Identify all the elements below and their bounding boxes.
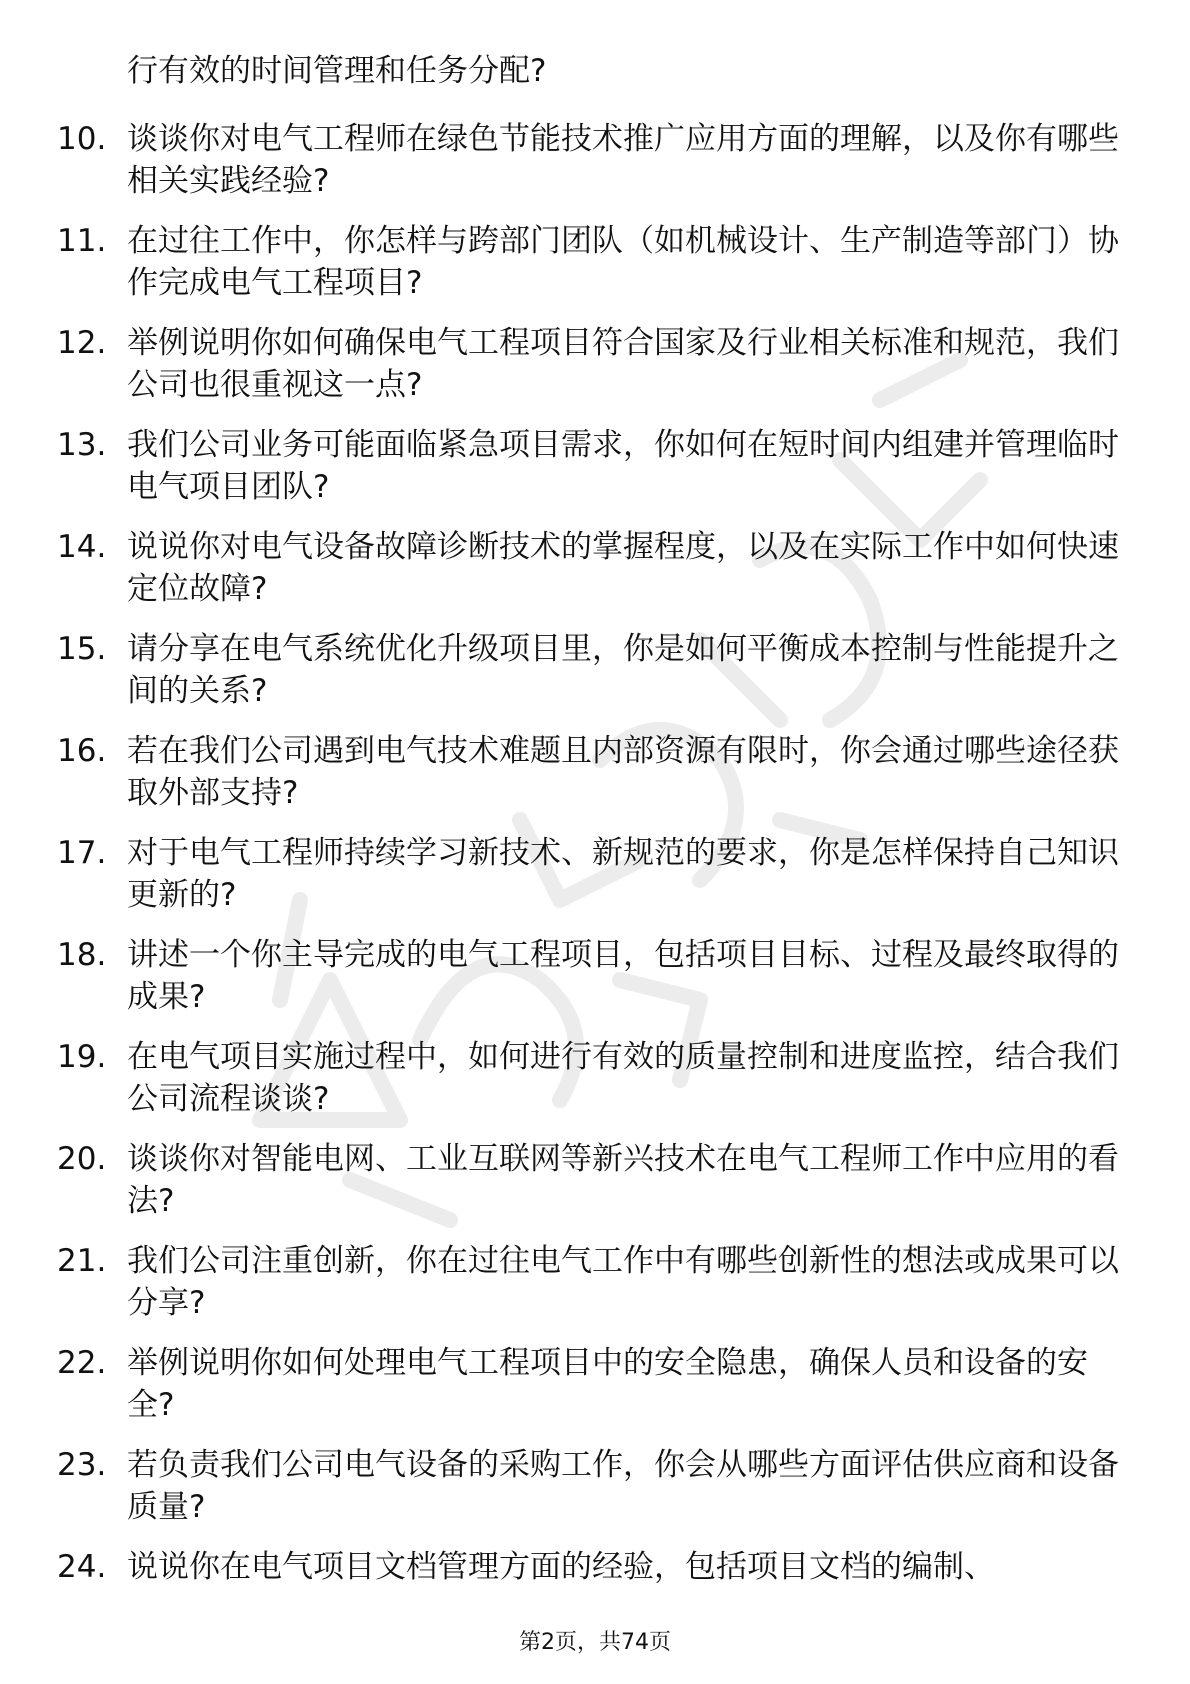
question-number: 10.	[57, 121, 107, 157]
question-item	[0, 1342, 1190, 1444]
question-item	[0, 322, 1190, 424]
question-text: 我们公司注重创新，你在过往电气工作中有哪些创新性的想法或成果可以分享?	[127, 1243, 1119, 1321]
question-number: 24.	[57, 1549, 107, 1585]
question-number: 18.	[57, 937, 107, 973]
question-text: 举例说明你如何确保电气工程项目符合国家及行业相关标准和规范，我们公司也很重视这一点?	[127, 325, 1119, 403]
question-list	[0, 118, 1190, 1648]
question-item	[0, 424, 1190, 526]
question-text: 在电气项目实施过程中，如何进行有效的质量控制和进度监控，结合我们公司流程谈谈?	[127, 1039, 1119, 1117]
question-number: 19.	[57, 1039, 107, 1075]
question-text: 对于电气工程师持续学习新技术、新规范的要求，你是怎样保持自己知识更新的?	[127, 835, 1119, 913]
question-item	[0, 1444, 1190, 1546]
question-number: 14.	[57, 529, 107, 565]
question-text: 在过往工作中，你怎样与跨部门团队（如机械设计、生产制造等部门）协作完成电气工程项目?	[127, 223, 1119, 301]
question-number: 12.	[57, 325, 107, 361]
question-item	[0, 730, 1190, 832]
question-item	[0, 1240, 1190, 1342]
question-item	[0, 832, 1190, 934]
page-footer: 第2页，共74页	[519, 1630, 671, 1655]
question-text: 谈谈你对电气工程师在绿色节能技术推广应用方面的理解，以及你有哪些相关实践经验?	[127, 121, 1119, 199]
question-item	[0, 1036, 1190, 1138]
question-number: 16.	[57, 733, 107, 769]
question-text: 若在我们公司遇到电气技术难题且内部资源有限时，你会通过哪些途径获取外部支持?	[127, 733, 1119, 811]
question-number: 11.	[57, 223, 107, 259]
question-number: 20.	[57, 1141, 107, 1177]
question-number: 22.	[57, 1345, 107, 1381]
question-number: 23.	[57, 1447, 107, 1483]
question-text: 请分享在电气系统优化升级项目里，你是如何平衡成本控制与性能提升之间的关系?	[127, 631, 1119, 709]
question-item	[0, 628, 1190, 730]
question-text: 举例说明你如何处理电气工程项目中的安全隐患，确保人员和设备的安全?	[127, 1345, 1088, 1423]
question-item	[0, 220, 1190, 322]
question-text: 谈谈你对智能电网、工业互联网等新兴技术在电气工程师工作中应用的看法?	[127, 1141, 1119, 1219]
question-text: 说说你在电气项目文档管理方面的经验，包括项目文档的编制、	[127, 1549, 995, 1585]
question-number: 15.	[57, 631, 107, 667]
question-number: 21.	[57, 1243, 107, 1279]
question-item	[0, 526, 1190, 628]
continuation-text: 行有效的时间管理和任务分配?	[127, 53, 547, 89]
question-number: 17.	[57, 835, 107, 871]
question-number: 13.	[57, 427, 107, 463]
question-item	[0, 118, 1190, 220]
question-item	[0, 934, 1190, 1036]
question-text: 讲述一个你主导完成的电气工程项目，包括项目目标、过程及最终取得的成果?	[127, 937, 1119, 1015]
question-text: 我们公司业务可能面临紧急项目需求，你如何在短时间内组建并管理临时电气项目团队?	[127, 427, 1119, 505]
question-text: 若负责我们公司电气设备的采购工作，你会从哪些方面评估供应商和设备质量?	[127, 1447, 1119, 1525]
question-text: 说说你对电气设备故障诊断技术的掌握程度，以及在实际工作中如何快速定位故障?	[127, 529, 1119, 607]
question-item	[0, 1138, 1190, 1240]
